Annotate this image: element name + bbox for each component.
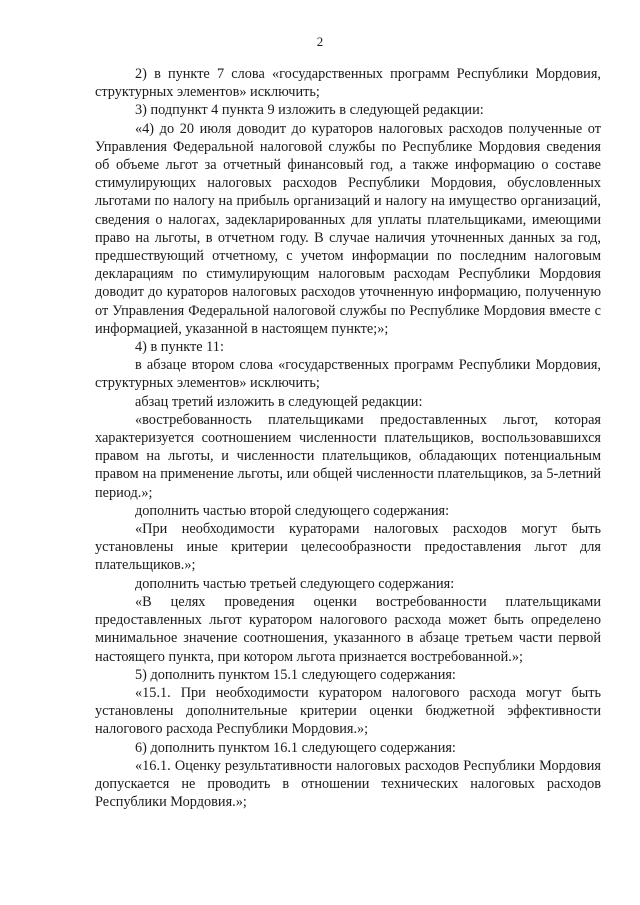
paragraph-item-15-1-heading: 5) дополнить пунктом 15.1 следующего содержания: xyxy=(135,666,456,683)
page-number: 2 xyxy=(316,34,324,49)
document-body xyxy=(95,65,601,811)
paragraph-item-11-part-3-heading: дополнить частью третьей следующего содержания: xyxy=(135,575,455,592)
paragraph-item-11-abzac-3-heading: абзац третий изложить в следующей редакции: xyxy=(135,393,423,410)
paragraph-item-16-1-heading: 6) дополнить пунктом 16.1 следующего содержания: xyxy=(135,739,456,756)
paragraph-item-11-part-2-heading: дополнить частью второй следующего содержания: xyxy=(135,502,450,519)
paragraph-item-7: 2) в пункте 7 слова «государственных программ Республики Мордовия, структурных элементов» исключить; xyxy=(95,66,601,101)
paragraph-item-11-heading: 4) в пункте 11: xyxy=(135,339,224,356)
paragraph-item-11-part-2-text: «При необходимости кураторами налоговых расходов могут быть установлены иные критерии целесообразности предоставления льгот для плательщиков.»; xyxy=(95,521,601,574)
paragraph-item-9-heading: 3) подпункт 4 пункта 9 изложить в следующей редакции: xyxy=(135,102,484,119)
paragraph-item-11-abzac-2: в абзаце втором слова «государственных программ Республики Мордовия, структурных элементов» исключить; xyxy=(95,357,601,392)
paragraph-item-15-1-text: «15.1. При необходимости куратором налогового расхода могут быть установлены дополнительные критерии оценки бюджетной эффективности налогового расхода Республики Мордовия.»; xyxy=(95,684,601,738)
paragraph-item-16-1-text: «16.1. Оценку результативности налоговых расходов Республики Мордовия допускается не проводить в отношении технических налоговых расходов Республики Мордовия.»; xyxy=(95,757,601,811)
paragraph-item-11-part-3-text: «В целях проведения оценки востребованности плательщиками предоставленных льгот куратором налогового расхода может быть определено минимальное значение соотношения, указанного в абзаце третьем части первой настоящего пункта, при котором льгота признается востребованной.»; xyxy=(95,593,601,665)
paragraph-item-9-text: «4) до 20 июля доводит до кураторов налоговых расходов полученные от Управления Федеральной налоговой службы по Республике Мордовия сведения об объеме льгот за отчетный финансовый год, а также информацию о составе стимулирующих налоговых расходов Республики Мордовия, обусловленных льготами по налогу на прибыль организаций и налогу на имущество организаций, сведения о налогах, задекларированных для уплаты плательщиками, имеющими право на льготы, в отчетном году. В случае наличия уточненных данных за год, предшествующий отчетному, с учетом информации по последним налоговым декларациям по стимулирующим налоговым расходам Республики Мордовия доводит до кураторов налоговых расходов уточненную информацию, полученную от Управления Федеральной налоговой службы по Республике Мордовия вместе с информацией, указанной в настоящем пункте;»; xyxy=(95,120,601,337)
paragraph-item-11-abzac-3-text: «востребованность плательщиками предоставленных льгот, которая характеризуется соотношением численности плательщиков, воспользовавшихся правом на льготы, и численности плательщиков, обладающих потенциальным правом на применение льготы, или общей численности плательщиков, за 5-летний период.»; xyxy=(95,411,601,501)
